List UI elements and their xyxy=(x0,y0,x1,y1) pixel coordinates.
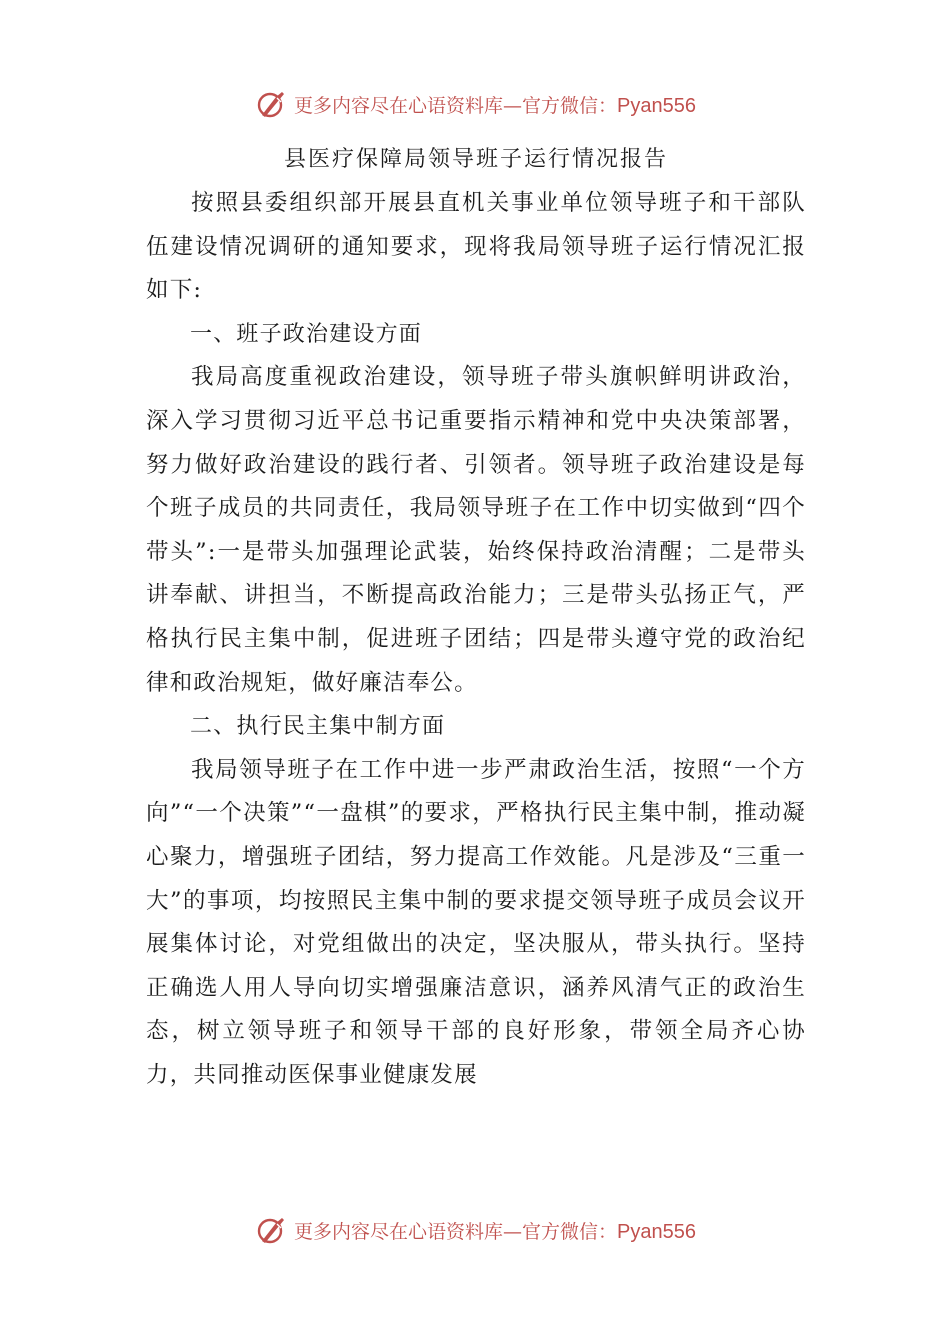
watermark-text: 更多内容尽在心语资料库—官方微信：Pyan556 xyxy=(294,94,696,117)
watermark-code: Pyan556 xyxy=(617,1220,696,1243)
pen-nib-circle-icon xyxy=(254,86,290,122)
watermark-banner-bottom xyxy=(0,1208,950,1252)
watermark-code: Pyan556 xyxy=(617,94,696,117)
document-title: 县医疗保障局领导班子运行情况报告 xyxy=(283,147,668,172)
intro-paragraph: 按照县委组织部开展县直机关事业单位领导班子和干部队伍建设情况调研的通知要求，现将我局领导班子运行情况汇报如下: xyxy=(146,190,806,304)
watermark-text: 更多内容尽在心语资料库—官方微信：Pyan556 xyxy=(294,1220,696,1243)
section-heading-political: 一、班子政治建设方面 xyxy=(190,321,423,347)
pen-nib-circle-icon xyxy=(254,1212,290,1248)
section-body-democratic-centralism: 我局领导班子在工作中进一步严肃政治生活，按照“一个方向”“一个决策”“一盘棋”的要求，严格执行民主集中制，推动凝心聚力，增强班子团结，努力提高工作效能。凡是涉及“三重一大”的事项，均按照民主集中制的要求提交领导班子成员会议开展集体讨论，对党组做出的决定，坚决服从，带头执行。坚持正确选人用人导向切实增强廉洁意识，涵养风清气正的政治生态，树立领导班子和领导干部的良好形象，带领全局齐心协力，共同推动医保事业健康发展 xyxy=(146,756,806,1088)
section-heading-democratic-centralism: 二、执行民主集中制方面 xyxy=(190,714,446,740)
watermark-banner-top xyxy=(0,82,950,126)
document-body xyxy=(146,138,806,1097)
section-body-political: 我局高度重视政治建设，领导班子带头旗帜鲜明讲政治，深入学习贯彻习近平总书记重要指示精神和党中央决策部署，努力做好政治建设的践行者、引领者。领导班子政治建设是每个班子成员的共同责任，我局领导班子在工作中切实做到“四个带头”:一是带头加强理论武装，始终保持政治清醒；二是带头讲奉献、讲担当，不断提高政治能力；三是带头弘扬正气，严格执行民主集中制，促进班子团结；四是带头遵守党的政治纪律和政治规矩，做好廉洁奉公。 xyxy=(146,364,806,696)
